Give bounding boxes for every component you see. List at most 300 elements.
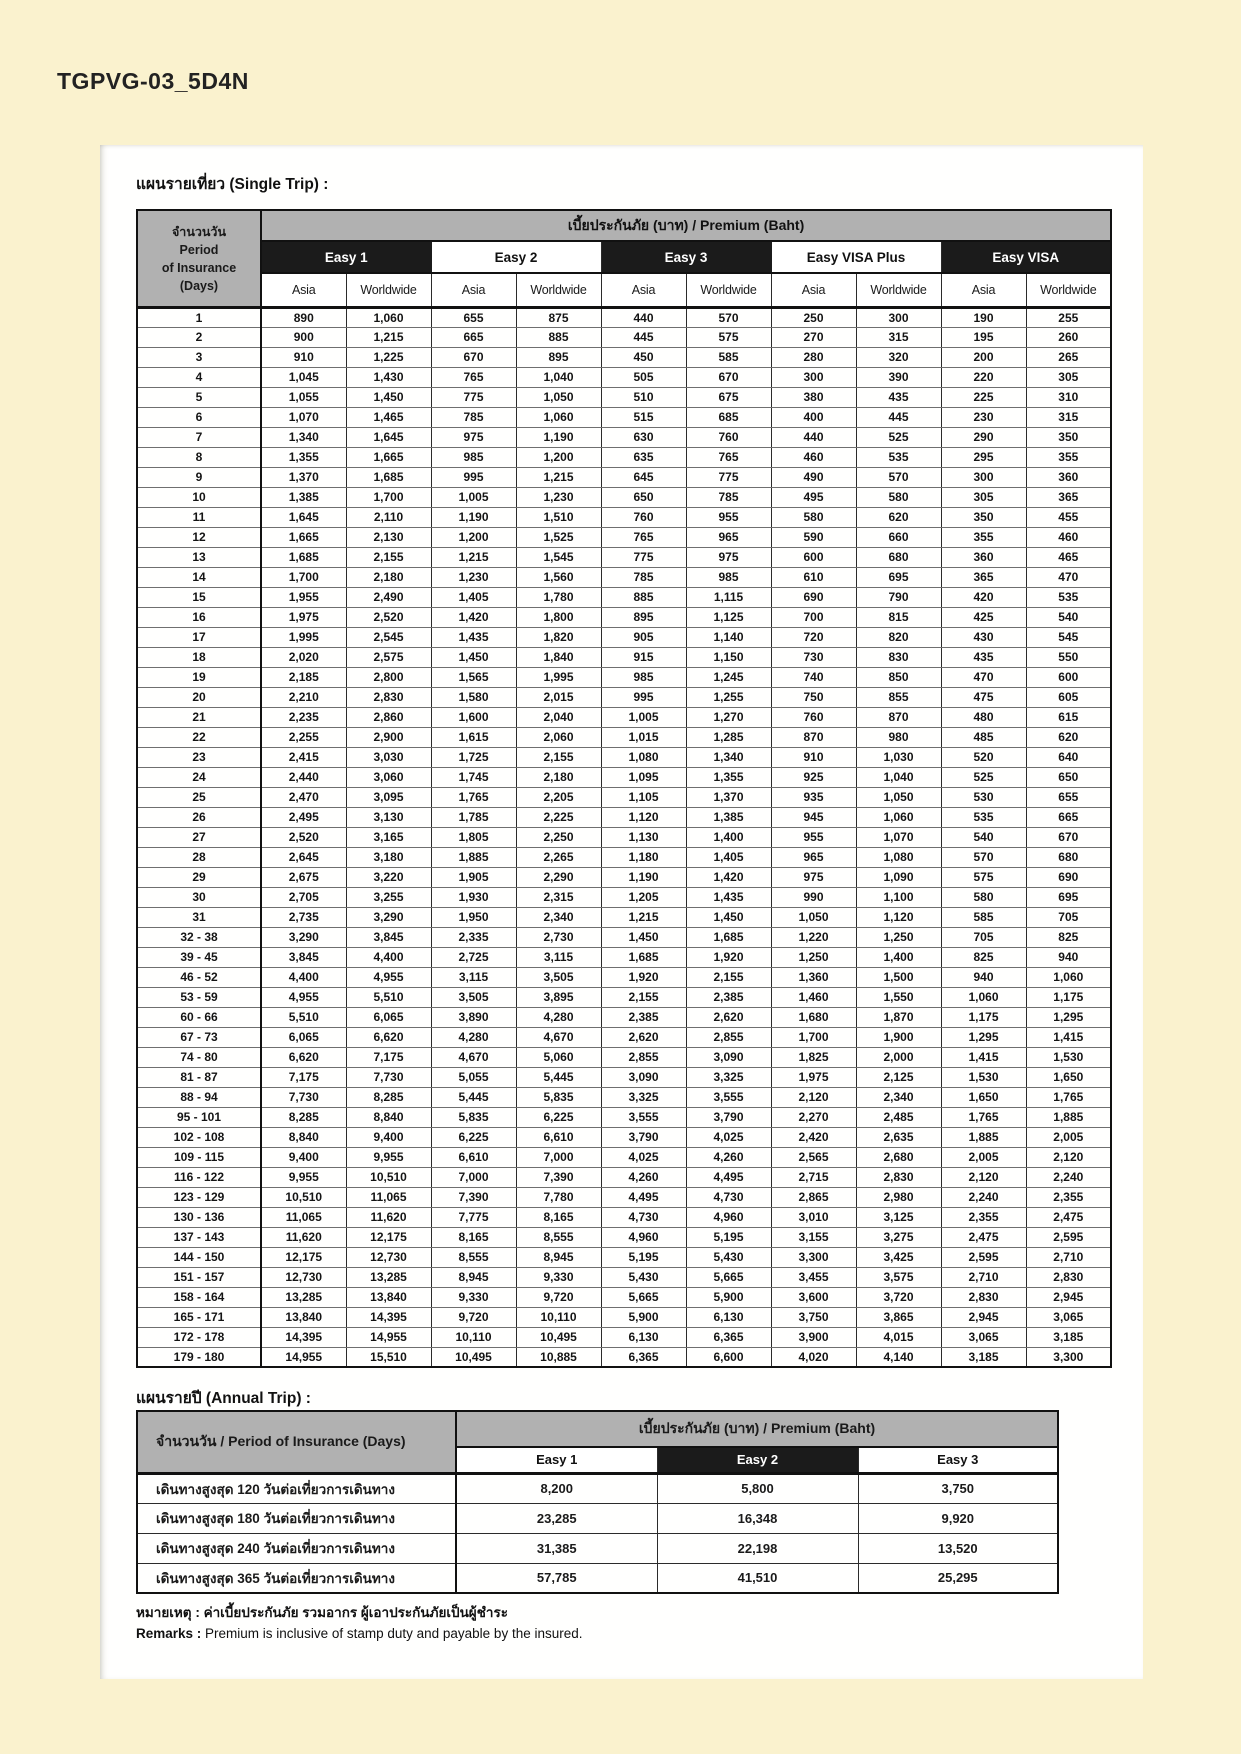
- premium-cell: 440: [601, 307, 686, 327]
- premium-cell: 1,415: [941, 1047, 1026, 1067]
- plan-header-easy-2: Easy 2: [431, 241, 601, 273]
- table-row: [137, 727, 1111, 747]
- premium-cell: 1,405: [686, 847, 771, 867]
- premium-cell: 425: [941, 607, 1026, 627]
- premium-cell: 2,900: [346, 727, 431, 747]
- annual-premium-cell: 23,285: [456, 1503, 657, 1533]
- premium-cell: 3,790: [686, 1107, 771, 1127]
- premium-cell: 2,040: [516, 707, 601, 727]
- days-cell: 16: [137, 607, 261, 627]
- premium-cell: 1,190: [431, 507, 516, 527]
- premium-cell: 870: [771, 727, 856, 747]
- premium-cell: 2,185: [261, 667, 346, 687]
- days-cell: 74 - 80: [137, 1047, 261, 1067]
- premium-cell: 2,485: [856, 1107, 941, 1127]
- premium-cell: 580: [941, 887, 1026, 907]
- premium-cell: 1,905: [431, 867, 516, 887]
- premium-cell: 1,175: [1026, 987, 1111, 1007]
- days-cell: 4: [137, 367, 261, 387]
- premium-cell: 1,215: [516, 467, 601, 487]
- premium-cell: 6,225: [516, 1107, 601, 1127]
- premium-cell: 4,280: [431, 1027, 516, 1047]
- days-cell: 31: [137, 907, 261, 927]
- table-row: [137, 1007, 1111, 1027]
- premium-cell: 195: [941, 327, 1026, 347]
- premium-cell: 1,230: [431, 567, 516, 587]
- premium-cell: 4,670: [516, 1027, 601, 1047]
- premium-cell: 7,390: [431, 1187, 516, 1207]
- premium-cell: 7,000: [431, 1167, 516, 1187]
- premium-cell: 2,270: [771, 1107, 856, 1127]
- annual-premium-cell: 22,198: [657, 1533, 858, 1563]
- premium-cell: 1,060: [1026, 967, 1111, 987]
- days-cell: 23: [137, 747, 261, 767]
- table-row: [137, 407, 1111, 427]
- premium-cell: 1,295: [1026, 1007, 1111, 1027]
- premium-cell: 10,510: [346, 1167, 431, 1187]
- premium-cell: 1,525: [516, 527, 601, 547]
- premium-cell: 2,705: [261, 887, 346, 907]
- days-cell: 25: [137, 787, 261, 807]
- premium-cell: 2,855: [686, 1027, 771, 1047]
- premium-cell: 2,255: [261, 727, 346, 747]
- table-row: [137, 787, 1111, 807]
- premium-cell: 525: [941, 767, 1026, 787]
- premium-cell: 2,335: [431, 927, 516, 947]
- premium-cell: 3,865: [856, 1307, 941, 1327]
- premium-cell: 470: [941, 667, 1026, 687]
- premium-cell: 8,555: [516, 1227, 601, 1247]
- table-row: [137, 867, 1111, 887]
- premium-cell: 775: [601, 547, 686, 567]
- premium-cell: 440: [771, 427, 856, 447]
- days-cell: 109 - 115: [137, 1147, 261, 1167]
- premium-cell: 2,475: [1026, 1207, 1111, 1227]
- premium-cell: 510: [601, 387, 686, 407]
- premium-cell: 3,575: [856, 1267, 941, 1287]
- premium-cell: 670: [686, 367, 771, 387]
- premium-cell: 1,435: [686, 887, 771, 907]
- region-header-easy-visa-plus-worldwide: Worldwide: [856, 273, 941, 307]
- premium-cell: 2,520: [261, 827, 346, 847]
- premium-cell: 5,835: [516, 1087, 601, 1107]
- premium-cell: 690: [771, 587, 856, 607]
- days-cell: 13: [137, 547, 261, 567]
- premium-cell: 3,325: [601, 1087, 686, 1107]
- premium-cell: 4,260: [601, 1167, 686, 1187]
- premium-cell: 2,620: [686, 1007, 771, 1027]
- table-row: [137, 1047, 1111, 1067]
- premium-cell: 705: [1026, 907, 1111, 927]
- table-row: [137, 907, 1111, 927]
- premium-cell: 615: [1026, 707, 1111, 727]
- premium-cell: 4,025: [686, 1127, 771, 1147]
- annual-premium-cell: 57,785: [456, 1563, 657, 1593]
- table-row: [137, 1207, 1111, 1227]
- premium-cell: 2,110: [346, 507, 431, 527]
- premium-cell: 525: [856, 427, 941, 447]
- days-cell: 144 - 150: [137, 1247, 261, 1267]
- premium-cell: 1,220: [771, 927, 856, 947]
- premium-cell: 355: [1026, 447, 1111, 467]
- premium-cell: 9,955: [346, 1147, 431, 1167]
- region-header-easy-visa-asia: Asia: [941, 273, 1026, 307]
- premium-cell: 1,685: [346, 467, 431, 487]
- premium-cell: 1,030: [856, 747, 941, 767]
- premium-cell: 670: [1026, 827, 1111, 847]
- premium-cell: 9,720: [431, 1307, 516, 1327]
- table-row: [137, 327, 1111, 347]
- premium-cell: 975: [771, 867, 856, 887]
- premium-cell: 10,495: [431, 1347, 516, 1367]
- premium-cell: 1,190: [516, 427, 601, 447]
- premium-cell: 12,730: [261, 1267, 346, 1287]
- days-cell: 12: [137, 527, 261, 547]
- premium-cell: 1,105: [601, 787, 686, 807]
- premium-cell: 7,730: [261, 1087, 346, 1107]
- premium-cell: 785: [686, 487, 771, 507]
- premium-cell: 2,315: [516, 887, 601, 907]
- premium-cell: 2,490: [346, 587, 431, 607]
- premium-cell: 670: [431, 347, 516, 367]
- premium-cell: 5,055: [431, 1067, 516, 1087]
- premium-cell: 630: [601, 427, 686, 447]
- premium-cell: 2,290: [516, 867, 601, 887]
- annual-premium-baht-header: เบี้ยประกันภัย (บาท) / Premium (Baht): [456, 1411, 1058, 1447]
- table-row: [137, 747, 1111, 767]
- premium-cell: 2,945: [1026, 1287, 1111, 1307]
- table-row: [137, 607, 1111, 627]
- annual-premium-cell: 3,750: [858, 1473, 1058, 1503]
- premium-cell: 2,800: [346, 667, 431, 687]
- premium-cell: 575: [941, 867, 1026, 887]
- premium-cell: 1,385: [686, 807, 771, 827]
- premium-cell: 1,975: [261, 607, 346, 627]
- annual-days-cell: เดินทางสูงสุด 365 วันต่อเที่ยวการเดินทาง: [137, 1563, 456, 1593]
- premium-cell: 1,355: [261, 447, 346, 467]
- premium-cell: 9,720: [516, 1287, 601, 1307]
- days-cell: 39 - 45: [137, 947, 261, 967]
- premium-cell: 300: [856, 307, 941, 327]
- premium-cell: 590: [771, 527, 856, 547]
- premium-cell: 1,430: [346, 367, 431, 387]
- table-row: [137, 1307, 1111, 1327]
- premium-cell: 1,420: [686, 867, 771, 887]
- premium-cell: 1,955: [261, 587, 346, 607]
- premium-cell: 265: [1026, 347, 1111, 367]
- premium-cell: 1,460: [771, 987, 856, 1007]
- premium-cell: 785: [601, 567, 686, 587]
- premium-cell: 3,180: [346, 847, 431, 867]
- annual-premium-header-row: [137, 1411, 1058, 1447]
- premium-cell: 360: [1026, 467, 1111, 487]
- premium-cell: 11,065: [346, 1187, 431, 1207]
- premium-cell: 1,270: [686, 707, 771, 727]
- table-row: [137, 667, 1111, 687]
- days-cell: 116 - 122: [137, 1167, 261, 1187]
- table-row: [137, 547, 1111, 567]
- premium-cell: 360: [941, 547, 1026, 567]
- premium-cell: 3,115: [516, 947, 601, 967]
- premium-cell: 765: [686, 447, 771, 467]
- premium-cell: 12,175: [261, 1247, 346, 1267]
- premium-cell: 270: [771, 327, 856, 347]
- annual-plan-header-easy-2: Easy 2: [657, 1447, 858, 1473]
- premium-cell: 995: [601, 687, 686, 707]
- table-row: [137, 527, 1111, 547]
- premium-cell: 300: [771, 367, 856, 387]
- premium-cell: 6,130: [686, 1307, 771, 1327]
- premium-cell: 2,945: [941, 1307, 1026, 1327]
- premium-cell: 530: [941, 787, 1026, 807]
- annual-premium-cell: 16,348: [657, 1503, 858, 1533]
- premium-cell: 305: [941, 487, 1026, 507]
- days-cell: 130 - 136: [137, 1207, 261, 1227]
- premium-cell: 935: [771, 787, 856, 807]
- premium-cell: 1,040: [516, 367, 601, 387]
- premium-cell: 305: [1026, 367, 1111, 387]
- premium-cell: 760: [686, 427, 771, 447]
- table-row: [137, 687, 1111, 707]
- premium-cell: 3,720: [856, 1287, 941, 1307]
- annual-premium-cell: 25,295: [858, 1563, 1058, 1593]
- premium-cell: 5,060: [516, 1047, 601, 1067]
- premium-cell: 1,225: [346, 347, 431, 367]
- premium-cell: 1,070: [856, 827, 941, 847]
- premium-cell: 1,685: [686, 927, 771, 947]
- premium-cell: 650: [601, 487, 686, 507]
- premium-cell: 1,645: [346, 427, 431, 447]
- premium-cell: 10,110: [431, 1327, 516, 1347]
- premium-cell: 8,840: [261, 1127, 346, 1147]
- premium-cell: 825: [1026, 927, 1111, 947]
- days-cell: 21: [137, 707, 261, 727]
- table-row: [137, 1327, 1111, 1347]
- premium-cell: 430: [941, 627, 1026, 647]
- table-row: [137, 827, 1111, 847]
- premium-cell: 675: [686, 387, 771, 407]
- premium-cell: 5,665: [601, 1287, 686, 1307]
- premium-cell: 585: [941, 907, 1026, 927]
- table-row: [137, 307, 1111, 327]
- premium-cell: 1,150: [686, 647, 771, 667]
- premium-cell: 5,445: [516, 1067, 601, 1087]
- premium-cell: 2,470: [261, 787, 346, 807]
- premium-cell: 3,290: [261, 927, 346, 947]
- premium-cell: 1,510: [516, 507, 601, 527]
- premium-cell: 1,685: [261, 547, 346, 567]
- annual-days-cell: เดินทางสูงสุด 120 วันต่อเที่ยวการเดินทาง: [137, 1473, 456, 1503]
- premium-cell: 2,155: [601, 987, 686, 1007]
- days-cell: 9: [137, 467, 261, 487]
- premium-cell: 315: [856, 327, 941, 347]
- premium-cell: 955: [686, 507, 771, 527]
- premium-cell: 1,560: [516, 567, 601, 587]
- table-row: [137, 1287, 1111, 1307]
- premium-cell: 2,205: [516, 787, 601, 807]
- premium-cell: 1,530: [1026, 1047, 1111, 1067]
- premium-cell: 1,200: [516, 447, 601, 467]
- premium-cell: 870: [856, 707, 941, 727]
- premium-cell: 2,730: [516, 927, 601, 947]
- premium-cell: 3,555: [601, 1107, 686, 1127]
- days-cell: 27: [137, 827, 261, 847]
- days-cell: 17: [137, 627, 261, 647]
- premium-cell: 3,010: [771, 1207, 856, 1227]
- premium-cell: 3,750: [771, 1307, 856, 1327]
- premium-cell: 7,390: [516, 1167, 601, 1187]
- premium-cell: 1,060: [516, 407, 601, 427]
- premium-cell: 585: [686, 347, 771, 367]
- premium-cell: 1,285: [686, 727, 771, 747]
- premium-cell: 775: [431, 387, 516, 407]
- premium-cell: 730: [771, 647, 856, 667]
- premium-cell: 690: [1026, 867, 1111, 887]
- premium-cell: 7,780: [516, 1187, 601, 1207]
- table-row: [137, 767, 1111, 787]
- premium-cell: 1,060: [941, 987, 1026, 1007]
- premium-cell: 2,680: [856, 1147, 941, 1167]
- premium-cell: 1,400: [856, 947, 941, 967]
- premium-cell: 620: [1026, 727, 1111, 747]
- premium-cell: 14,395: [261, 1327, 346, 1347]
- premium-cell: 6,620: [346, 1027, 431, 1047]
- premium-cell: 5,900: [686, 1287, 771, 1307]
- premium-cell: 460: [771, 447, 856, 467]
- premium-cell: 3,275: [856, 1227, 941, 1247]
- premium-cell: 10,110: [516, 1307, 601, 1327]
- table-row: [137, 927, 1111, 947]
- premium-cell: 2,355: [1026, 1187, 1111, 1207]
- premium-cell: 760: [601, 507, 686, 527]
- premium-cell: 5,445: [431, 1087, 516, 1107]
- premium-cell: 2,180: [516, 767, 601, 787]
- premium-cell: 225: [941, 387, 1026, 407]
- premium-cell: 2,830: [941, 1287, 1026, 1307]
- premium-cell: 1,885: [941, 1127, 1026, 1147]
- premium-cell: 1,450: [601, 927, 686, 947]
- annual-table-row: [137, 1473, 1058, 1503]
- premium-cell: 600: [1026, 667, 1111, 687]
- premium-cell: 8,840: [346, 1107, 431, 1127]
- premium-cell: 4,025: [601, 1147, 686, 1167]
- premium-cell: 12,730: [346, 1247, 431, 1267]
- annual-days-cell: เดินทางสูงสุด 180 วันต่อเที่ยวการเดินทาง: [137, 1503, 456, 1533]
- premium-cell: 315: [1026, 407, 1111, 427]
- premium-cell: 4,730: [601, 1207, 686, 1227]
- premium-cell: 1,765: [431, 787, 516, 807]
- premium-cell: 1,060: [346, 307, 431, 327]
- premium-cell: 695: [1026, 887, 1111, 907]
- premium-cell: 655: [1026, 787, 1111, 807]
- premium-cell: 925: [771, 767, 856, 787]
- premium-cell: 850: [856, 667, 941, 687]
- table-row: [137, 887, 1111, 907]
- premium-cell: 2,620: [601, 1027, 686, 1047]
- premium-cell: 200: [941, 347, 1026, 367]
- premium-cell: 475: [941, 687, 1026, 707]
- premium-cell: 905: [601, 627, 686, 647]
- premium-cell: 1,950: [431, 907, 516, 927]
- premium-cell: 2,595: [1026, 1227, 1111, 1247]
- table-row: [137, 1227, 1111, 1247]
- premium-cell: 13,285: [261, 1287, 346, 1307]
- premium-cell: 300: [941, 467, 1026, 487]
- premium-cell: 1,070: [261, 407, 346, 427]
- table-row: [137, 1247, 1111, 1267]
- region-header-easy-visa-plus-asia: Asia: [771, 273, 856, 307]
- premium-cell: 445: [856, 407, 941, 427]
- premium-cell: 985: [686, 567, 771, 587]
- premium-cell: 2,645: [261, 847, 346, 867]
- premium-cell: 980: [856, 727, 941, 747]
- premium-cell: 9,330: [431, 1287, 516, 1307]
- premium-cell: 2,710: [1026, 1247, 1111, 1267]
- table-row: [137, 1107, 1111, 1127]
- table-row: [137, 567, 1111, 587]
- premium-cell: 1,095: [601, 767, 686, 787]
- premium-cell: 5,195: [686, 1227, 771, 1247]
- premium-cell: 1,215: [601, 907, 686, 927]
- premium-cell: 2,725: [431, 947, 516, 967]
- premium-cell: 6,065: [346, 1007, 431, 1027]
- premium-cell: 2,385: [601, 1007, 686, 1027]
- premium-cell: 570: [856, 467, 941, 487]
- premium-cell: 1,370: [261, 467, 346, 487]
- premium-cell: 1,215: [431, 547, 516, 567]
- premium-cell: 1,920: [601, 967, 686, 987]
- premium-cell: 1,765: [941, 1107, 1026, 1127]
- premium-cell: 1,885: [1026, 1107, 1111, 1127]
- premium-cell: 13,285: [346, 1267, 431, 1287]
- premium-cell: 765: [431, 367, 516, 387]
- premium-cell: 2,060: [516, 727, 601, 747]
- remark-english: [136, 1624, 583, 1645]
- premium-cell: 1,100: [856, 887, 941, 907]
- premium-cell: 3,300: [1026, 1347, 1111, 1367]
- table-row: [137, 807, 1111, 827]
- days-cell: 1: [137, 307, 261, 327]
- premium-cell: 2,440: [261, 767, 346, 787]
- premium-cell: 2,265: [516, 847, 601, 867]
- premium-cell: 740: [771, 667, 856, 687]
- table-row: [137, 647, 1111, 667]
- premium-cell: 1,700: [771, 1027, 856, 1047]
- annual-table-row: [137, 1503, 1058, 1533]
- premium-cell: 600: [771, 547, 856, 567]
- premium-cell: 4,495: [686, 1167, 771, 1187]
- premium-cell: 1,435: [431, 627, 516, 647]
- premium-cell: 3,290: [346, 907, 431, 927]
- premium-cell: 1,140: [686, 627, 771, 647]
- premium-cell: 550: [1026, 647, 1111, 667]
- premium-cell: 1,565: [431, 667, 516, 687]
- days-cell: 19: [137, 667, 261, 687]
- premium-cell: 11,065: [261, 1207, 346, 1227]
- premium-cell: 11,620: [261, 1227, 346, 1247]
- days-cell: 102 - 108: [137, 1127, 261, 1147]
- table-row: [137, 507, 1111, 527]
- premium-cell: 2,355: [941, 1207, 1026, 1227]
- premium-cell: 1,385: [261, 487, 346, 507]
- premium-cell: 2,545: [346, 627, 431, 647]
- premium-cell: 3,060: [346, 767, 431, 787]
- premium-cell: 6,225: [431, 1127, 516, 1147]
- premium-cell: 875: [516, 307, 601, 327]
- premium-cell: 610: [771, 567, 856, 587]
- premium-cell: 3,325: [686, 1067, 771, 1087]
- premium-cell: 2,210: [261, 687, 346, 707]
